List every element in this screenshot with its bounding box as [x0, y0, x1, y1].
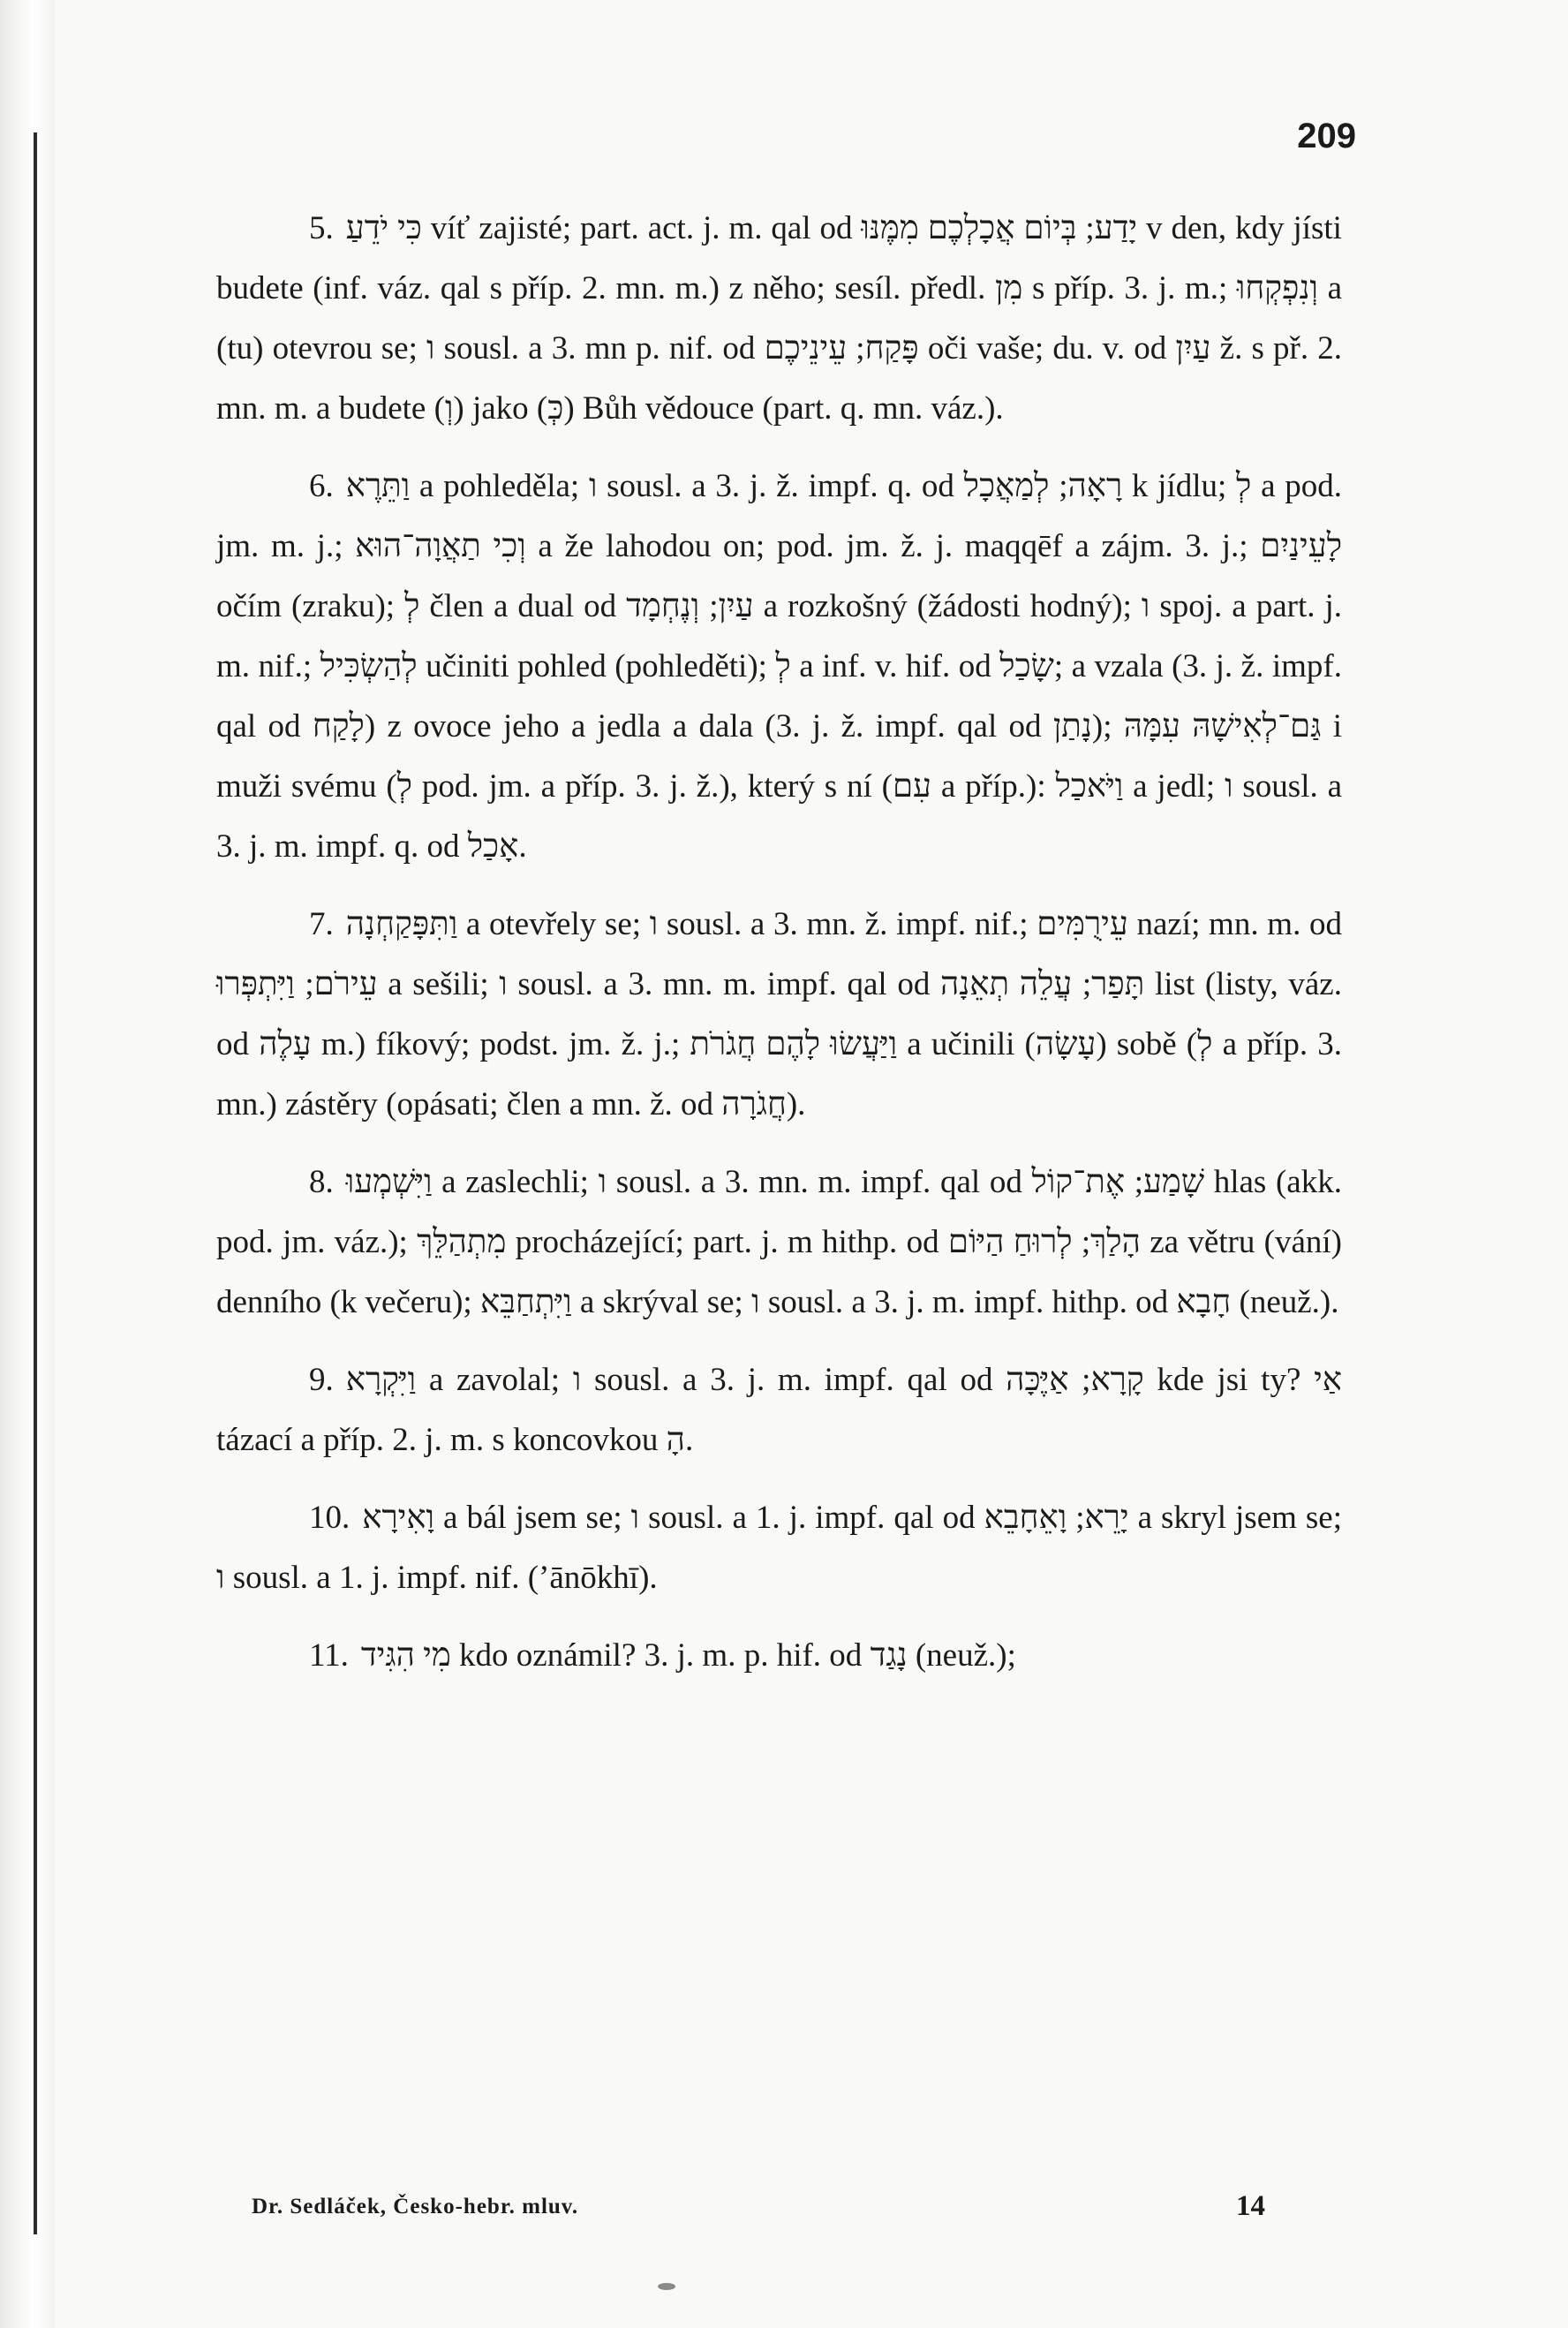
entry-body: וַתֵּרֶא a pohleděla; ו sousl. a 3. j. ž. impf. q. od רָאָה; לְמַאֲכָל k jídlu; לְ a pod. jm. m. j.; וְכִי תַאֲוָה־הוּא a že lahodou on; pod. jm. ž. j. maqqēf a zájm. 3. j.; לָעֵינַיִם očím (zraku); לְ člen a dual od עַיִן; וְנֶחְמָד a rozkošný (žádosti hodný); ו spoj. a part. j. m. nif.; לְהַשְׂכִּיל učiniti pohled (pohleděti); לְ a inf. v. hif. od שָׂכַל; a vzala (3. j. ž. impf. qal od לָקַח) z ovoce jeho a jedla a dala (3. j. ž. impf. qal od נָתַן); גַּם־לְאִישָׁהּ עִמָּהּ i muži svému (לְ pod. jm. a příp. 3. j. ž.), který s ní (עִם a příp.): וַיֹּאכַל a jedl; ו sousl. a 3. j. m. impf. q. od אָכַל. — [216, 468, 1343, 865]
entry-number: 5. — [309, 210, 334, 246]
entry-text — [216, 1350, 1342, 1470]
entry-11 — [216, 1626, 1342, 1686]
entry-body: וָאִירָא a bál jsem se; ו sousl. a 1. j. impf. qal od יָרֵא; וָאֵחָבֵא a skryl jsem se; ו sousl. a 1. j. impf. nif. (’ānōkhī). — [216, 1500, 1343, 1596]
entry-text — [216, 895, 1342, 1135]
entry-text — [216, 199, 1342, 439]
entry-body: כִּי יֹדֵעַ víť zajisté; part. act. j. m. qal od יָדַע; בְּיוֹם אֲכָלְכֶם מִמֶּנּוּ v den, kdy jísti budete (inf. váz. qal s příp. 2. mn. m.) z něho; sesíl. předl. מִן s příp. 3. j. m.; וְנִפְקְחוּ a (tu) otevrou se; ו sousl. a 3. mn p. nif. od פָּקַח; עֵינֵיכֶם oči vaše; du. v. od עַיִן ž. s př. 2. mn. m. a budete (וְ) jako (כְּ) Bůh vědouce (part. q. mn. váz.). — [216, 210, 1343, 427]
entry-text — [216, 457, 1342, 877]
entry-9 — [216, 1350, 1342, 1470]
entry-text — [216, 1626, 1342, 1686]
ink-smudge — [658, 2283, 675, 2290]
entry-number: 7. — [309, 906, 334, 942]
entry-number: 8. — [309, 1164, 334, 1200]
entry-body: וַתִּפָּקַחְנָה a otevřely se; ו sousl. a 3. mn. ž. impf. nif.; עֵירֻמִּים nazí; mn. m. od עֵירֹם; וַיִּתְפְּרוּ a sešili; ו sousl. a 3. mn. m. impf. qal od תָּפַר; עֲלֵה תְאֵנָה list (listy, váz. od עָלֶה m.) fíkový; podst. jm. ž. j.; וַיַּעֲשׂוּ לָהֶם חֲגֹרֹת a učinili (עָשָׂה) sobě (לְ a příp. 3. mn.) zástěry (opásati; člen a mn. ž. od חֲגֹרָה). — [216, 906, 1343, 1122]
entry-7 — [216, 895, 1342, 1135]
entry-number: 9. — [309, 1362, 334, 1398]
footer-signature-number: 14 — [1236, 2190, 1265, 2222]
entry-number: 10. — [309, 1500, 351, 1536]
entry-6 — [216, 457, 1342, 877]
entry-number: 6. — [309, 468, 334, 504]
entry-10 — [216, 1488, 1342, 1608]
entry-body: מִי הִגִּיד kdo oznámil? 3. j. m. p. hif. od נָגַד (neuž.); — [360, 1637, 1016, 1674]
entry-5 — [216, 199, 1342, 439]
entry-text — [216, 1153, 1342, 1333]
page-number: 209 — [1297, 117, 1356, 155]
entry-text — [216, 1488, 1342, 1608]
entry-number: 11. — [309, 1637, 349, 1674]
binding-line — [34, 132, 37, 2234]
entry-body: וַיִּקְרָא a zavolal; ו sousl. a 3. j. m. impf. qal od קָרָא; אַיֶּכָּה kde jsi ty? אַי tázací a příp. 2. j. m. s koncovkou הָ. — [216, 1362, 1342, 1458]
entry-8 — [216, 1153, 1342, 1333]
footer-book-title: Dr. Sedláček, Česko-hebr. mluv. — [252, 2195, 579, 2218]
dictionary-text — [216, 199, 1342, 1686]
page-binding-edge — [0, 0, 55, 2328]
entry-body: וַיִּשְׁמְעוּ a zaslechli; ו sousl. a 3. mn. m. impf. qal od שָׁמַע; אֶת־קוֹל hlas (akk. pod. jm. váz.); מִתְהַלֵּךְ procházející; part. j. m hithp. od הָלַךְ; לְרוּחַ הַיּוֹם za větru (vání) denního (k večeru); וַיִּתְחַבֵּא a skrýval se; ו sousl. a 3. j. m. impf. hithp. od חָבָא (neuž.). — [216, 1164, 1342, 1320]
